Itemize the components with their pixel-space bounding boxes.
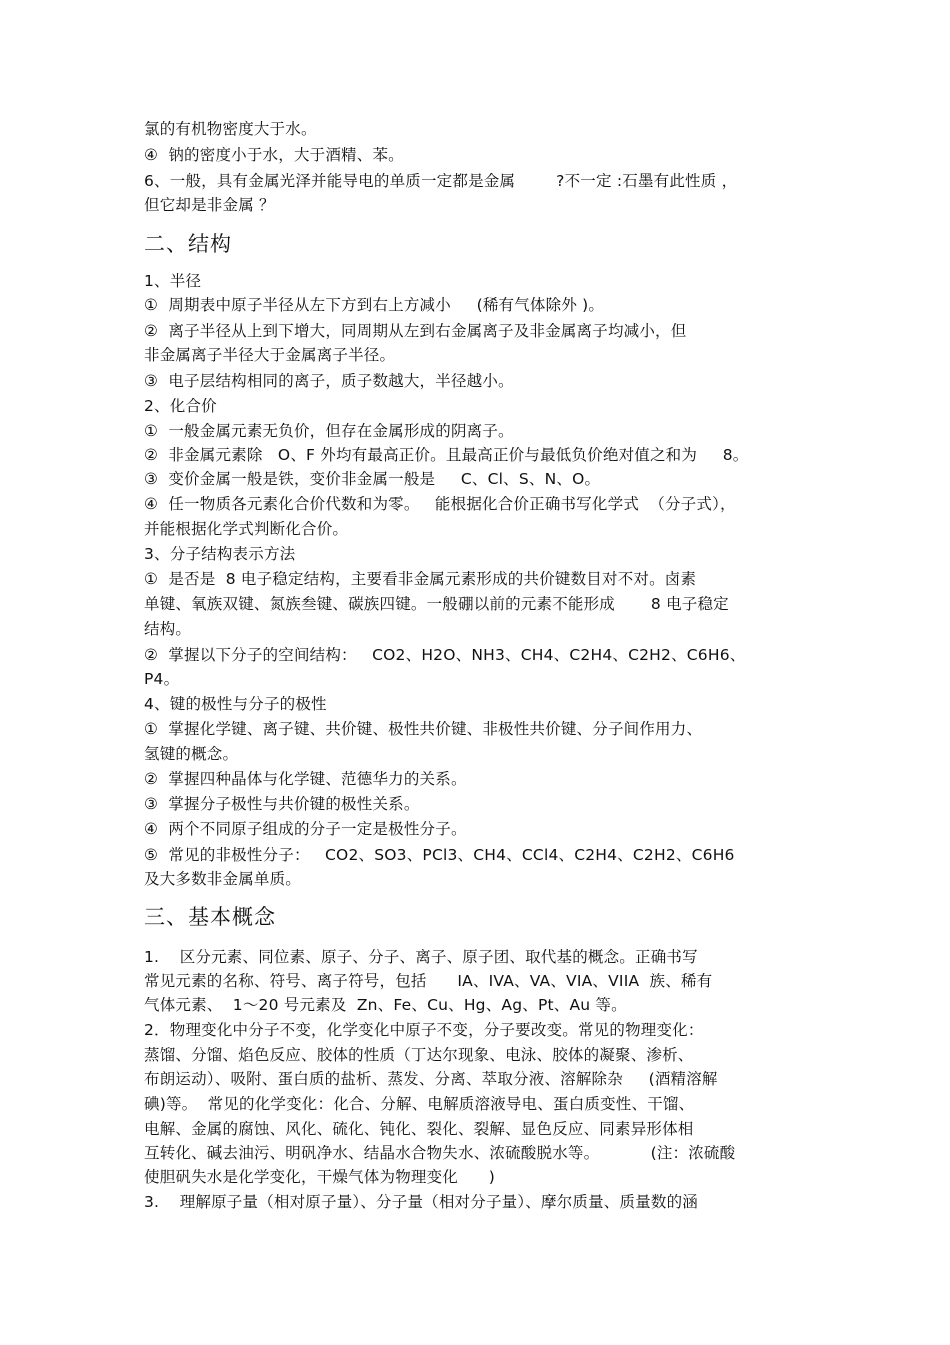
text-line: 气体元素、 1～20 号元素及 Zn、Fe、Cu、Hg、Ag、Pt、Au 等。 xyxy=(144,996,627,1014)
text-line: 4、键的极性与分子的极性 xyxy=(144,695,327,713)
text-line: P4。 xyxy=(144,670,180,688)
text-line: 但它却是非金属 ？ xyxy=(144,196,275,214)
text-line: 及大多数非金属单质。 xyxy=(144,870,302,888)
text-line: 布朗运动）、吸附、蛋白质的盐析、蒸发、分离、萃取分液、溶解除杂 (酒精溶解 xyxy=(144,1070,718,1088)
text-line: 氢键的概念。 xyxy=(144,745,239,763)
text-line: 结构。 xyxy=(144,620,192,638)
text-line: 蒸馏、分馏、焰色反应、胶体的性质（丁达尔现象、电泳、胶体的凝聚、渗析、 xyxy=(144,1046,694,1064)
text-line: 2、化合价 xyxy=(144,397,217,415)
text-line: ① 掌握化学键、离子键、共价键、极性共价键、非极性共价键、分子间作用力、 xyxy=(144,720,703,738)
text-line: ② 离子半径从上到下增大，同周期从左到右金属离子及非金属离子均减小，但 xyxy=(144,322,687,340)
text-line: ② 掌握四种晶体与化学键、范德华力的关系。 xyxy=(144,770,467,788)
text-line: ④ 钠的密度小于水，大于酒精、苯。 xyxy=(144,146,404,164)
text-line: 1. 区分元素、同位素、原子、分子、离子、原子团、取代基的概念。正确书写 xyxy=(144,948,698,966)
section-heading: 二、结构 xyxy=(144,232,232,256)
text-line: 常见元素的名称、符号、离子符号，包括 IA、IVA、VA、VIA、VIIA 族、稀有 xyxy=(144,972,713,990)
text-line: 电解、金属的腐蚀、风化、硫化、钝化、裂化、裂解、显色反应、同素异形体相 xyxy=(144,1120,694,1138)
text-line: 1、半径 xyxy=(144,272,202,290)
text-line: ③ 掌握分子极性与共价键的极性关系。 xyxy=(144,795,420,813)
text-line: ③ 电子层结构相同的离子，质子数越大，半径越小。 xyxy=(144,372,514,390)
text-line: 3. 理解原子量（相对原子量）、分子量（相对分子量）、摩尔质量、质量数的涵 xyxy=(144,1193,698,1211)
text-line: ④ 两个不同原子组成的分子一定是极性分子。 xyxy=(144,820,467,838)
text-line: ② 非金属元素除 O、F 外均有最高正价。且最高正价与最低负价绝对值之和为 8。 xyxy=(144,446,749,464)
text-line: ① 周期表中原子半径从左下方到右上方减小 (稀有气体除外 )。 xyxy=(144,296,605,314)
text-line: 氯的有机物密度大于水。 xyxy=(144,120,317,138)
text-line: 使胆矾失水是化学变化，干燥气体为物理变化 ) xyxy=(144,1168,496,1186)
text-line: 6、一般，具有金属光泽并能导电的单质一定都是金属 ?不一定 :石墨有此性质 ， xyxy=(144,172,738,190)
text-line: ⑤ 常见的非极性分子： CO2、SO3、PCl3、CH4、CCl4、C2H4、C2H2、C6H6 xyxy=(144,846,735,864)
text-line: 单键、氧族双键、氮族叁键、碳族四键。一般硼以前的元素不能形成 8 电子稳定 xyxy=(144,595,729,613)
text-line: 非金属离子半径大于金属离子半径。 xyxy=(144,346,396,364)
text-line: ① 一般金属元素无负价，但存在金属形成的阴离子。 xyxy=(144,422,514,440)
text-line: ③ 变价金属一般是铁，变价非金属一般是 C、Cl、S、N、O。 xyxy=(144,470,601,488)
text-line: 并能根据化学式判断化合价。 xyxy=(144,520,349,538)
text-line: ④ 任一物质各元素化合价代数和为零。 能根据化合价正确书写化学式 （分子式）， xyxy=(144,495,736,513)
text-line: 碘)等。 常见的化学变化：化合、分解、电解质溶液导电、蛋白质变性、干馏、 xyxy=(144,1095,695,1113)
text-line: 3、分子结构表示方法 xyxy=(144,545,296,563)
text-line: ① 是否是 8 电子稳定结构，主要看非金属元素形成的共价键数目对不对。卤素 xyxy=(144,570,697,588)
text-line: ② 掌握以下分子的空间结构： CO2、H2O、NH3、CH4、C2H4、C2H2、C6H6、 xyxy=(144,646,746,664)
text-line: 互转化、碱去油污、明矾净水、结晶水合物失水、浓硫酸脱水等。 (注：浓硫酸 xyxy=(144,1144,736,1162)
section-heading: 三、基本概念 xyxy=(144,905,276,929)
text-line: 2．物理变化中分子不变，化学变化中原子不变，分子要改变。常见的物理变化： xyxy=(144,1021,704,1039)
